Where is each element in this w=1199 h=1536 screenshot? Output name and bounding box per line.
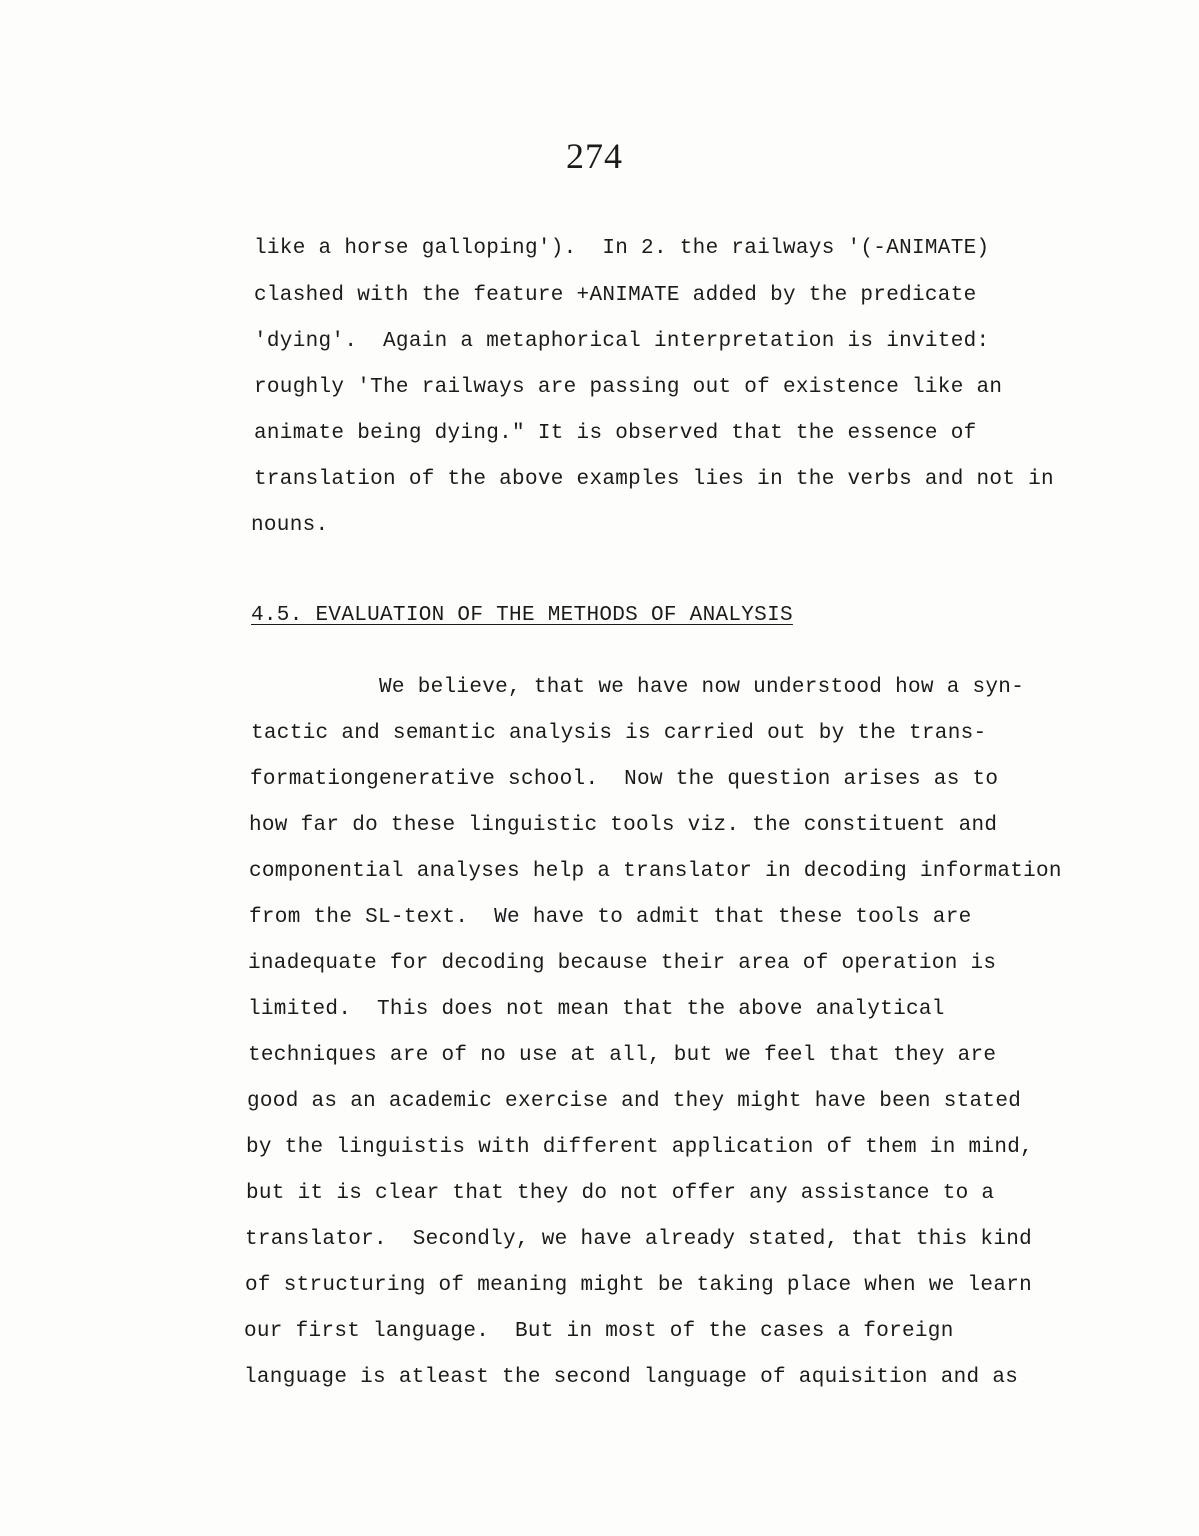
paragraph-2-line-6: from the SL-text. We have to admit that these tools are [249,906,972,929]
section-heading: 4.5. EVALUATION OF THE METHODS OF ANALYSIS [251,604,793,627]
paragraph-2-line-8: limited. This does not mean that the above analytical [248,998,945,1021]
paragraph-2-line-2: tactic and semantic analysis is carried out by the trans- [251,722,987,745]
paragraph-1-line-5: animate being dying." It is observed that the essence of [254,422,977,445]
paragraph-2-line-13: translator. Secondly, we have already stated, that this kind [245,1228,1033,1251]
paragraph-2-line-15: our first language. But in most of the cases a foreign [244,1320,954,1343]
paragraph-2-line-16: language is atleast the second language of aquisition and as [244,1366,1019,1389]
paragraph-2-line-12: but it is clear that they do not offer any assistance to a [246,1182,995,1205]
paragraph-2-line-11: by the linguistis with different application of them in mind, [246,1136,1034,1159]
paragraph-2-line-7: inadequate for decoding because their area of operation is [248,952,997,975]
paragraph-1-line-4: roughly 'The railways are passing out of existence like an [254,376,1003,399]
paragraph-1-line-1: like a horse galloping'). In 2. the railways '(-ANIMATE) [254,237,990,260]
paragraph-2-line-3: formationgenerative school. Now the question arises as to [250,768,999,791]
paragraph-2-line-1: We believe, that we have now understood how a syn- [379,676,1025,699]
paragraph-2-line-9: techniques are of no use at all, but we feel that they are [248,1044,997,1067]
paragraph-2-line-10: good as an academic exercise and they might have been stated [247,1090,1022,1113]
page-number: 274 [566,136,623,176]
paragraph-2-line-5: componential analyses help a translator in decoding information [249,860,1062,883]
paragraph-2-line-4: how far do these linguistic tools viz. the constituent and [249,814,998,837]
paragraph-2-line-14: of structuring of meaning might be taking place when we learn [245,1274,1033,1297]
paragraph-1-line-6: translation of the above examples lies in the verbs and not in [254,468,1054,491]
paragraph-1-line-7: nouns. [251,514,329,537]
paragraph-1-line-3: 'dying'. Again a metaphorical interpretation is invited: [254,330,990,353]
paragraph-1-line-2: clashed with the feature +ANIMATE added by the predicate [254,284,977,307]
